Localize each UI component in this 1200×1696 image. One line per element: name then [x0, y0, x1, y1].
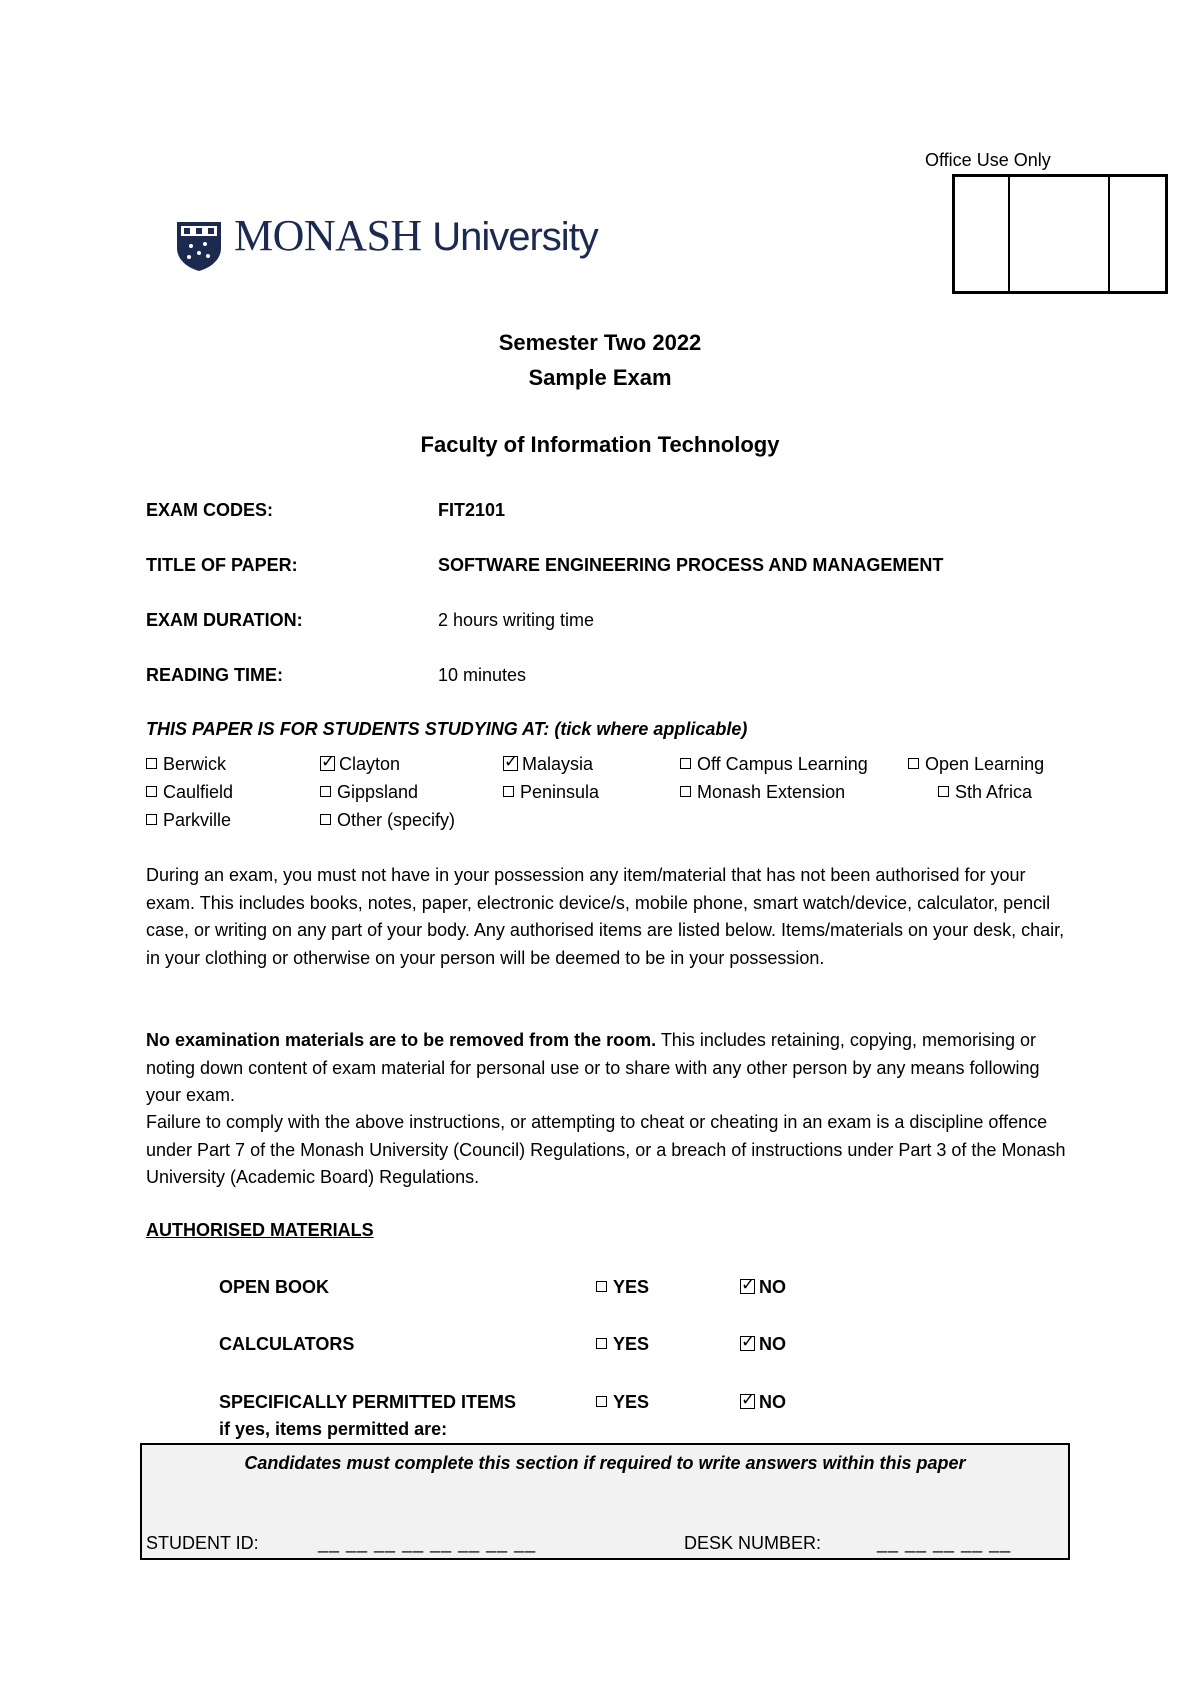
title-value: SOFTWARE ENGINEERING PROCESS AND MANAGEMENT — [438, 555, 944, 575]
campus-berwick[interactable]: Berwick — [146, 754, 226, 775]
campus-clayton[interactable]: ✓ Clayton — [320, 754, 400, 775]
checked-box-icon — [320, 756, 335, 771]
calculators-label: CALCULATORS — [219, 1334, 355, 1354]
checked-box-icon — [740, 1279, 755, 1294]
calculators-no[interactable]: ✓ NO — [740, 1334, 786, 1355]
reading-value: 10 minutes — [438, 665, 527, 685]
checkbox-icon — [596, 1396, 607, 1407]
exam-codes-value: FIT2101 — [438, 500, 506, 520]
checkbox-icon — [938, 786, 949, 797]
checkbox-icon — [146, 758, 157, 769]
candidate-section-title: Candidates must complete this section if required to write answers within this paper — [244, 1453, 966, 1473]
checkbox-icon — [146, 786, 157, 797]
checkbox-icon — [680, 786, 691, 797]
campus-parkville[interactable]: Parkville — [146, 810, 231, 831]
open-book-label: OPEN BOOK — [219, 1277, 330, 1297]
candidate-section — [140, 1443, 1070, 1560]
permitted-yes[interactable]: YES — [596, 1392, 649, 1413]
faculty-title: Faculty of Information Technology — [420, 432, 780, 457]
student-id-label: STUDENT ID: — [146, 1533, 259, 1553]
open-book-yes[interactable]: YES — [596, 1277, 649, 1298]
title-label: TITLE OF PAPER: — [146, 555, 298, 575]
campus-heading: THIS PAPER IS FOR STUDENTS STUDYING AT: (tick where applicable) — [146, 719, 748, 739]
rules-paragraph-2: No examination materials are to be removed from the room. This includes retaining, copying, memorising or noting down content of exam material for personal use or to share with any other person by any means following your exam. — [146, 1030, 1040, 1105]
office-use-box — [952, 174, 1168, 294]
semester-title: Semester Two 2022 — [498, 330, 702, 355]
checkbox-icon — [320, 786, 331, 797]
checked-box-icon — [503, 756, 518, 771]
duration-label: EXAM DURATION: — [146, 610, 303, 630]
duration-value: 2 hours writing time — [438, 610, 595, 630]
checkbox-icon — [503, 786, 514, 797]
campus-off-campus[interactable]: Off Campus Learning — [680, 754, 868, 775]
permitted-no[interactable]: ✓ NO — [740, 1392, 786, 1413]
monash-logo: MONASH University — [234, 211, 598, 260]
checkbox-icon — [908, 758, 919, 769]
exam-type: Sample Exam — [528, 365, 672, 390]
campus-gippsland[interactable]: Gippsland — [320, 782, 418, 803]
desk-number-field[interactable]: __ __ __ __ __ — [877, 1533, 1012, 1553]
campus-sth-africa[interactable]: Sth Africa — [938, 782, 1032, 803]
student-id-field[interactable]: __ __ __ __ __ __ __ __ — [318, 1533, 537, 1553]
permitted-items-label: SPECIFICALLY PERMITTED ITEMS — [219, 1392, 517, 1412]
desk-number-label: DESK NUMBER: — [684, 1533, 822, 1553]
checkbox-icon — [320, 814, 331, 825]
campus-open-learning[interactable]: Open Learning — [908, 754, 1044, 775]
campus-monash-extension[interactable]: Monash Extension — [680, 782, 845, 803]
checkbox-icon — [596, 1338, 607, 1349]
campus-other[interactable]: Other (specify) — [320, 810, 455, 831]
campus-caulfield[interactable]: Caulfield — [146, 782, 233, 803]
checkbox-icon — [146, 814, 157, 825]
materials-heading: AUTHORISED MATERIALS — [146, 1220, 374, 1240]
campus-peninsula[interactable]: Peninsula — [503, 782, 599, 803]
monash-crest-icon — [175, 220, 223, 272]
permitted-items-sub: if yes, items permitted are: — [219, 1419, 448, 1439]
open-book-no[interactable]: ✓ NO — [740, 1277, 786, 1298]
rules-paragraph-3: Failure to comply with the above instructions, or attempting to cheat or cheating in an exam is a discipline offence under Part 7 of the Monash University (Council) Regulations, or a breach of instructions under Part 3 of the Monash University (Academic Board) Regulations. — [146, 1112, 1066, 1187]
campus-malaysia[interactable]: ✓ Malaysia — [503, 754, 593, 775]
office-use-label: Office Use Only — [925, 150, 1051, 170]
calculators-yes[interactable]: YES — [596, 1334, 649, 1355]
reading-label: READING TIME: — [146, 665, 283, 685]
checked-box-icon — [740, 1394, 755, 1409]
checkbox-icon — [680, 758, 691, 769]
exam-codes-label: EXAM CODES: — [146, 500, 274, 520]
rules-paragraph-1: During an exam, you must not have in your possession any item/material that has not been authorised for your exam. This includes books, notes, paper, electronic device/s, mobile phone, smart watch/device, calculator, pencil case, or writing on any part of your body. Any authorised items are listed below. Items/materials on your desk, chair, in your clothing or otherwise on your person will be deemed to be in your possession. — [146, 865, 1065, 968]
checked-box-icon — [740, 1336, 755, 1351]
checkbox-icon — [596, 1281, 607, 1292]
